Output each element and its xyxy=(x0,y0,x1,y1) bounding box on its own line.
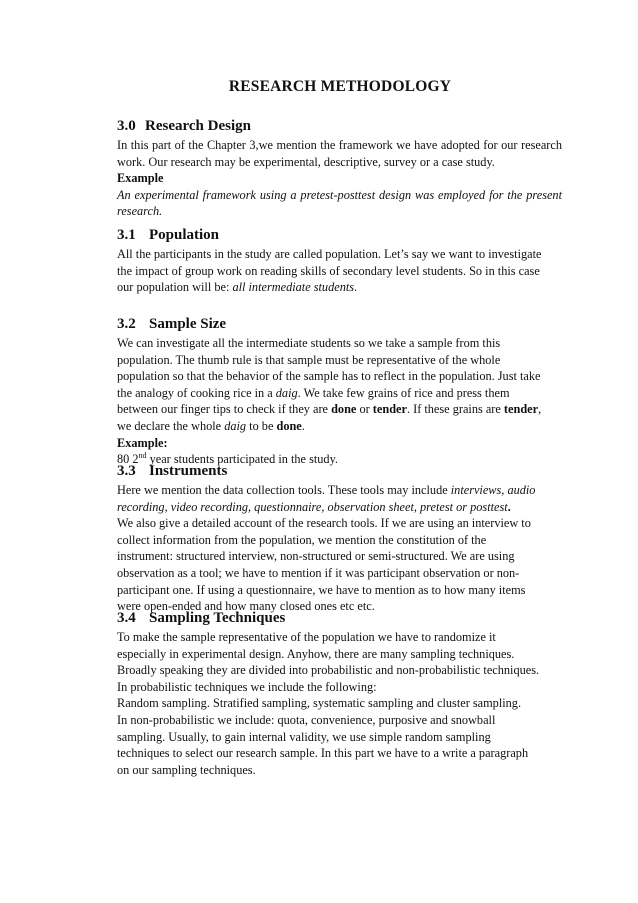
text-span: or xyxy=(356,402,373,417)
text-line: were open-ended and how many closed ones etc etc. xyxy=(117,599,375,614)
section-title: Instruments xyxy=(149,463,228,479)
italic-text: recording, video recording, questionnaire, observation sheet, pretest or posttest xyxy=(117,499,508,514)
text-span: . If these grains are xyxy=(406,402,504,417)
text-span: year students participated in the study. xyxy=(146,452,338,467)
section-heading xyxy=(117,461,562,481)
section-title: Population xyxy=(149,227,220,243)
section-heading xyxy=(117,225,562,245)
text-span: , xyxy=(538,402,542,417)
superscript: nd xyxy=(138,451,147,461)
section-title: Sampling Techniques xyxy=(149,610,286,626)
section-number: 3.4 xyxy=(117,610,136,626)
text-line: population so that the behavior of the sample has to reflect in the population. Just take xyxy=(117,369,541,384)
section-title: Sample Size xyxy=(149,316,227,332)
text-span: we declare the whole xyxy=(117,418,225,433)
text-line: on our sampling techniques. xyxy=(117,762,256,777)
text-line: We also give a detailed account of the research tools. If we are using an interview to xyxy=(117,516,531,531)
example-text: An experimental framework using a pretest-posttest design was employed for the present research. xyxy=(117,187,562,219)
text-span: . xyxy=(301,418,305,433)
section-instruments xyxy=(117,461,562,615)
text-span: . xyxy=(507,499,511,514)
text-line: In non-probabilistic we include: quota, convenience, purposive and snowball xyxy=(117,712,496,727)
text-line: the impact of group work on reading skills of secondary level students. So in this case xyxy=(117,263,540,278)
example-label: Example: xyxy=(117,435,168,450)
text-line: population. The thumb rule is that sample must be representative of the whole xyxy=(117,352,501,367)
section-sampling-techniques xyxy=(117,608,562,778)
text-line: We can investigate all the intermediate students so we take a sample from this xyxy=(117,336,501,350)
page-title: RESEARCH METHODOLOGY xyxy=(228,78,452,95)
text-span: to be xyxy=(246,418,277,433)
paragraph: In this part of the Chapter 3,we mention the framework we have adopted for our research work. Our research may be experimental, descriptive, survey or a case study. xyxy=(117,138,562,169)
section-heading xyxy=(117,608,562,628)
text-line: techniques to select our research sample. In this part we have to a write a paragraph xyxy=(117,746,529,761)
text-line: collect information from the population, we mention the constitution of the xyxy=(117,532,487,547)
text-line: All the participants in the study are called population. Let’s say we want to investigate xyxy=(117,247,542,261)
text-span: between our finger tips to check if they are xyxy=(117,402,332,417)
section-heading xyxy=(117,116,562,136)
text-line: Random sampling. Stratified sampling, systematic sampling and cluster sampling. xyxy=(117,696,522,711)
section-sample-size xyxy=(117,314,562,468)
text-span: . xyxy=(354,280,358,295)
text-line xyxy=(117,279,562,296)
section-population xyxy=(117,225,562,296)
text-line: sampling. Usually, to gain internal validity, we use simple random sampling xyxy=(117,729,491,744)
section-number: 3.1 xyxy=(117,227,136,243)
text-line xyxy=(117,401,562,418)
section-title: Research Design xyxy=(145,118,251,134)
text-line xyxy=(117,482,562,499)
bold-text: tender xyxy=(503,402,539,417)
text-line: In probabilistic techniques we include the following: xyxy=(117,679,377,694)
text-span: Here we mention the data collection tools. These tools may include xyxy=(117,483,451,497)
text-line: participant one. If using a questionnaire, we have to mention as to how many items xyxy=(117,582,526,597)
text-span: . We take few grains of rice and press them xyxy=(297,385,510,400)
section-heading xyxy=(117,314,562,334)
text-span: the analogy of cooking rice in a xyxy=(117,385,276,400)
text-line: instrument: structured interview, non-structured or semi-structured. We are using xyxy=(117,549,515,564)
section-number: 3.3 xyxy=(117,463,136,479)
bold-text: tender xyxy=(372,402,407,417)
text-span: our population will be: xyxy=(117,280,233,295)
italic-text: daig xyxy=(224,418,247,433)
text-span: 80 2 xyxy=(117,452,139,467)
italic-text: interviews, audio xyxy=(450,483,536,497)
bold-text: done xyxy=(276,418,302,433)
section-number: 3.2 xyxy=(117,316,136,332)
italic-text: daig xyxy=(275,385,298,400)
text-line: observation as a tool; we have to mention if it was participant observation or non- xyxy=(117,565,520,580)
text-line xyxy=(117,499,562,516)
text-line: especially in experimental design. Anyhow, there are many sampling techniques. xyxy=(117,646,515,661)
text-line: Broadly speaking they are divided into probabilistic and non-probabilistic techniques. xyxy=(117,663,540,678)
text-line: To make the sample representative of the population we have to randomize it xyxy=(117,630,496,644)
italic-text: all intermediate students xyxy=(232,280,355,295)
bold-text: done xyxy=(331,402,357,417)
section-research-design xyxy=(117,116,562,220)
text-line xyxy=(117,418,562,435)
example-label: Example xyxy=(117,171,164,186)
section-number: 3.0 xyxy=(117,118,136,134)
text-line xyxy=(117,385,562,402)
